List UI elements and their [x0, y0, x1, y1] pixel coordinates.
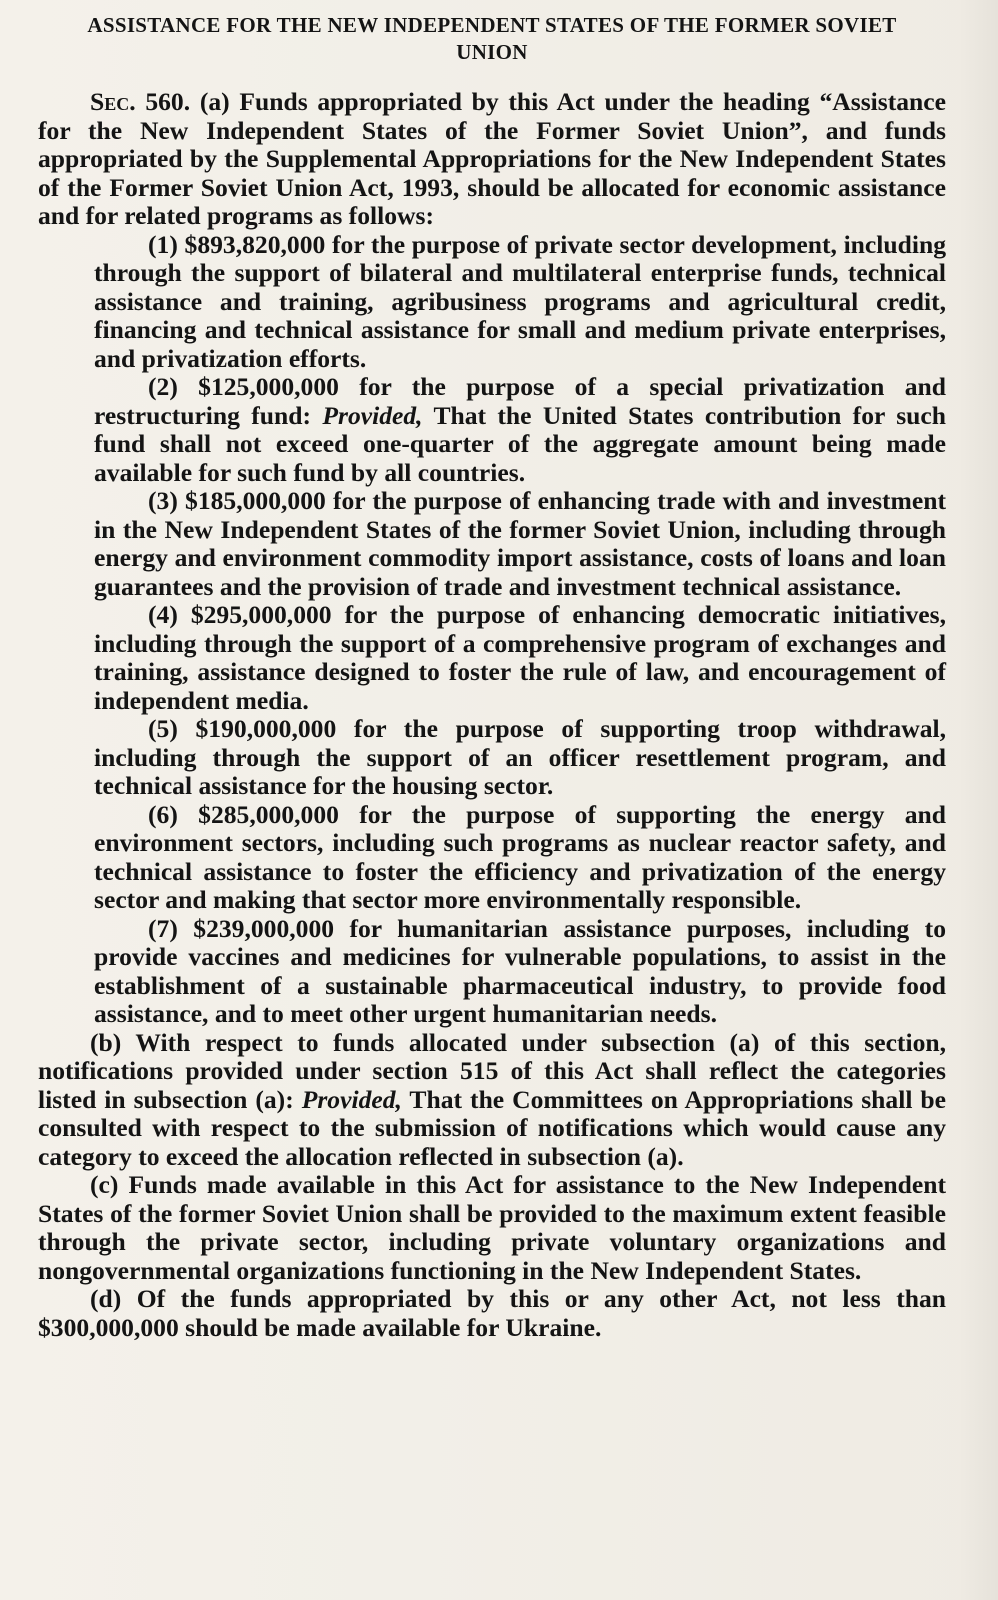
subsection-b	[38, 1029, 946, 1172]
subsection-c: (c) Funds made available in this Act for assistance to the New Independent States of the former Soviet Union shall be provided to the maximum extent feasible through the private sector, including private voluntary organizations and nongovernmental organizations functioning in the New Independent States.	[38, 1170, 946, 1285]
allocation-item-4: (4) $295,000,000 for the purpose of enhancing democratic initiatives, including through the support of a comprehensive program of exchanges and training, assistance designed to foster the rule of law, and encouragement of independent media.	[94, 600, 946, 715]
document-body	[38, 12, 946, 1342]
subsection-b-provided: Provided,	[301, 1084, 402, 1114]
item-2-provided: Provided,	[322, 400, 423, 430]
page-edge-shadow	[958, 0, 998, 1600]
section-560-intro	[38, 88, 946, 231]
allocation-item-5: (5) $190,000,000 for the purpose of supporting troop withdrawal, including through the support of an officer resettlement program, and technical assistance for the housing sector.	[94, 714, 946, 800]
item-2-text-before: (2) $125,000,000 for the purpose of a special privatization and restructuring fund:	[94, 372, 946, 430]
allocation-item-7: (7) $239,000,000 for humanitarian assistance purposes, including to provide vaccines and medicines for vulnerable populations, to assist in the establishment of a sustainable pharmaceutical industry, to provide food assistance, and to meet other urgent humanitarian needs.	[94, 913, 946, 1028]
sec-label: Sec.	[90, 87, 136, 116]
allocation-item-6: (6) $285,000,000 for the purpose of supporting the energy and environment sectors, including such programs as nuclear reactor safety, and technical assistance to foster the efficiency and privatization of the energy sector and making that sector more environmentally responsible.	[94, 799, 946, 914]
section-intro-text: 560. (a) Funds appropriated by this Act under the heading “Assistance for the New Independent States of the Former Soviet Union”, and funds appropriated by the Supplemental Appropriations for the New Independent States of the Former Soviet Union Act, 1993, should be allocated for economic assistance and for related programs as follows:	[38, 87, 946, 230]
subsection-b-after: That the Committees on Appropriations shall be consulted with respect to the submission of notifications which would cause any category to exceed the allocation reflected in subsection (a).	[38, 1084, 946, 1171]
allocation-item-2	[94, 373, 946, 487]
subsection-d: (d) Of the funds appropriated by this or any other Act, not less than $300,000,000 should be made available for Ukraine.	[38, 1284, 946, 1342]
item-2-text-after: That the United States contribution for such fund shall not exceed one-quarter of the aggregate amount being made available for such fund by all countries.	[94, 400, 946, 487]
allocation-item-1: (1) $893,820,000 for the purpose of private sector development, including through the support of bilateral and multilateral enterprise funds, technical assistance and training, agribusiness programs and agricultural credit, financing and technical assistance for small and medium private enterprises, and privatization efforts.	[94, 229, 946, 373]
section-heading: ASSISTANCE FOR THE NEW INDEPENDENT STATES OF THE FORMER SOVIET UNION	[87, 13, 897, 64]
subsection-b-before: (b) With respect to funds allocated under subsection (a) of this section, notifications provided under section 515 of this Act shall reflect the categories listed in subsection (a):	[38, 1027, 946, 1114]
allocation-item-3: (3) $185,000,000 for the purpose of enhancing trade with and investment in the New Independent States of the former Soviet Union, including through energy and environment commodity import assistance, costs of loans and loan guarantees and the provision of trade and investment technical assistance.	[94, 486, 946, 601]
